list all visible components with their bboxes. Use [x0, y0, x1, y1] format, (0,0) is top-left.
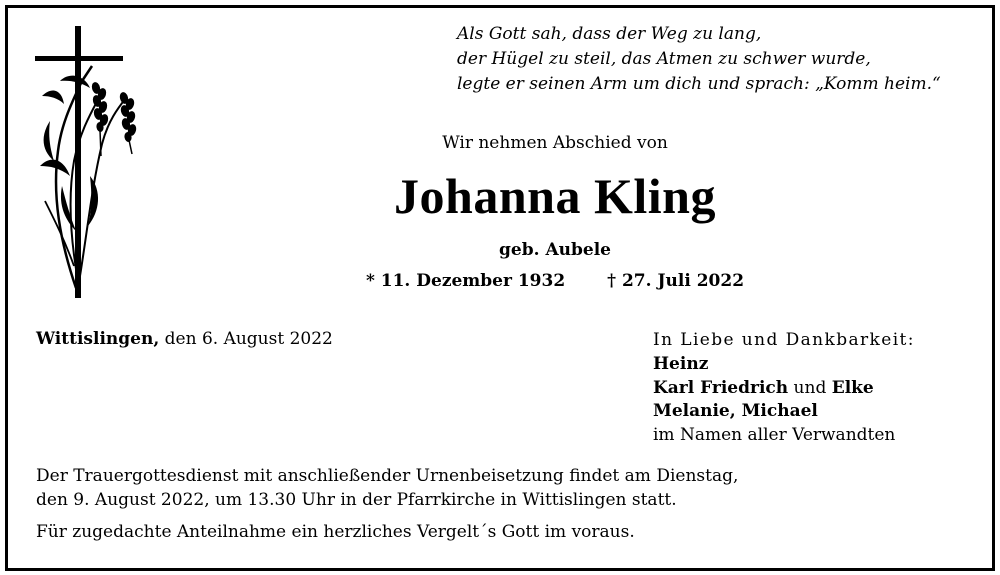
mourner-line-4: im Namen aller Verwandten [653, 425, 896, 446]
town: Wittislingen, [36, 329, 160, 349]
poem-line-2: der Hügel zu steil, das Atmen zu schwer wurde, [457, 49, 871, 69]
mourners [653, 329, 915, 448]
thanks-note: Für zugedachte Anteilnahme ein herzliches Vergelt´s Gott im voraus. [36, 522, 635, 542]
mourner-line-3: Melanie, Michael [653, 401, 818, 422]
poem-line-3: legte er seinen Arm um dich und sprach: „Komm heim.“ [457, 74, 941, 94]
service-line-1: Der Trauergottesdienst mit anschließender Urnenbeisetzung findet am Dienstag, [36, 466, 739, 486]
notice-date: den 6. August 2022 [159, 329, 333, 349]
birth-date: * 11. Dezember 1932 [365, 271, 566, 291]
deceased-name: Johanna Kling [394, 168, 716, 224]
mourner-conjunction: und [788, 377, 832, 398]
mourner-name: Karl Friedrich [653, 377, 789, 398]
mourner-name: Elke [831, 377, 874, 398]
cross-with-wheat-icon [30, 26, 140, 304]
service-line-2: den 9. August 2022, um 13.30 Uhr in der Pfarrkirche in Wittislingen statt. [36, 490, 677, 510]
mourner-line-1: Heinz [653, 353, 709, 374]
poem [457, 22, 941, 97]
mourners-lead: In Liebe und Dankbarkeit: [653, 330, 915, 350]
life-dates [275, 271, 835, 291]
mourner-line-2 [653, 377, 915, 401]
place-and-date [36, 329, 333, 349]
birth-name: geb. Aubele [499, 240, 611, 260]
farewell-intro: Wir nehmen Abschied von [442, 133, 668, 153]
service-info [36, 464, 738, 512]
poem-line-1: Als Gott sah, dass der Weg zu lang, [457, 24, 762, 44]
death-date: † 27. Juli 2022 [607, 271, 745, 291]
